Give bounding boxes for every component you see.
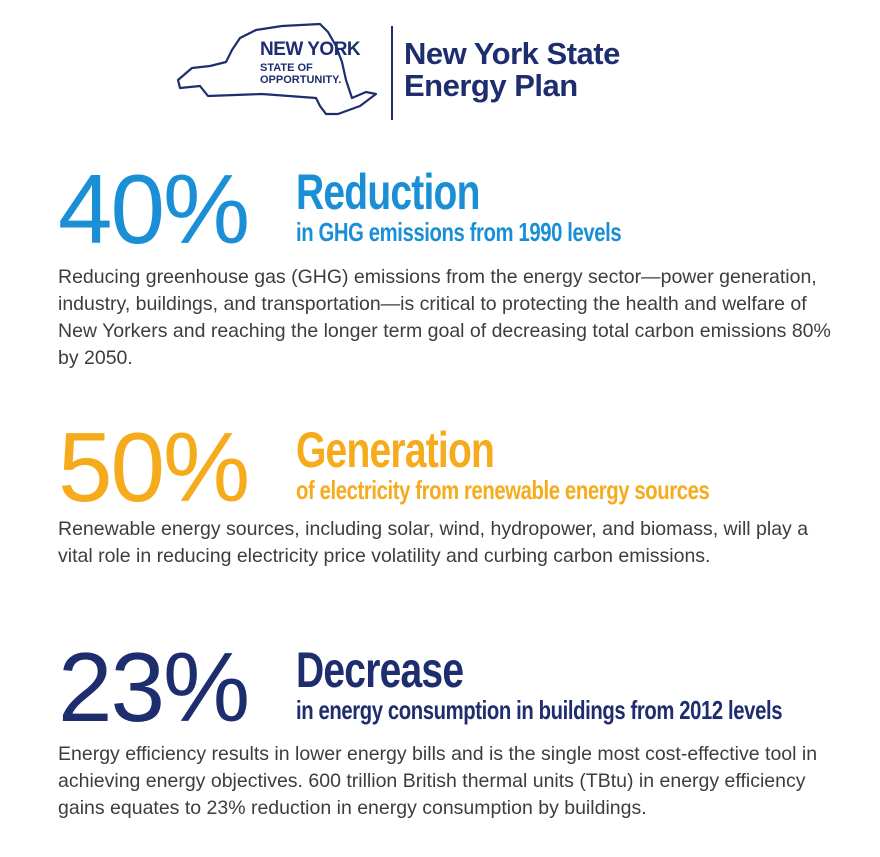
stat-value: 40% xyxy=(58,154,249,264)
stat-heading xyxy=(296,644,880,724)
state-sub-line1: STATE OF xyxy=(260,62,313,74)
plan-title-line1: New York State xyxy=(404,36,620,71)
stat-heading xyxy=(296,166,713,246)
stat-sub: in energy consumption in buildings from 2012 levels xyxy=(296,695,783,725)
header xyxy=(170,22,640,122)
stat-sub: of electricity from renewable energy sources xyxy=(296,475,710,505)
stat-value: 50% xyxy=(58,412,249,522)
stat-description: Reducing greenhouse gas (GHG) emissions from the energy sector—power generation, industry, buildings, and transportation—is critical to protecting the health and welfare of New Yorkers and reaching the longer term goal of decreasing total carbon emissions 80% by 2050. xyxy=(58,266,831,369)
state-logo-text xyxy=(260,40,360,86)
stat-description: Energy efficiency results in lower energy bills and is the single most cost-effective tool in achieving energy objectives. 600 trillion British thermal units (TBtu) in energy efficiency gains equates to 23% reduction in energy consumption by buildings. xyxy=(58,743,818,819)
stat-sub: in GHG emissions from 1990 levels xyxy=(296,217,622,247)
state-sub-line2: OPPORTUNITY. xyxy=(260,74,342,86)
plan-title-line2: Energy Plan xyxy=(404,68,578,103)
stat-label: Decrease xyxy=(296,642,464,698)
state-name: NEW YORK xyxy=(260,39,361,60)
stat-heading xyxy=(296,424,826,504)
plan-title xyxy=(404,38,620,102)
stat-description: Renewable energy sources, including solar, wind, hydropower, and biomass, will play a vital role in reducing electricity price volatility and curbing carbon emissions. xyxy=(58,518,809,567)
stat-value: 23% xyxy=(58,632,249,742)
header-divider xyxy=(391,26,393,120)
stat-label: Generation xyxy=(296,422,495,478)
stat-label: Reduction xyxy=(296,164,480,220)
